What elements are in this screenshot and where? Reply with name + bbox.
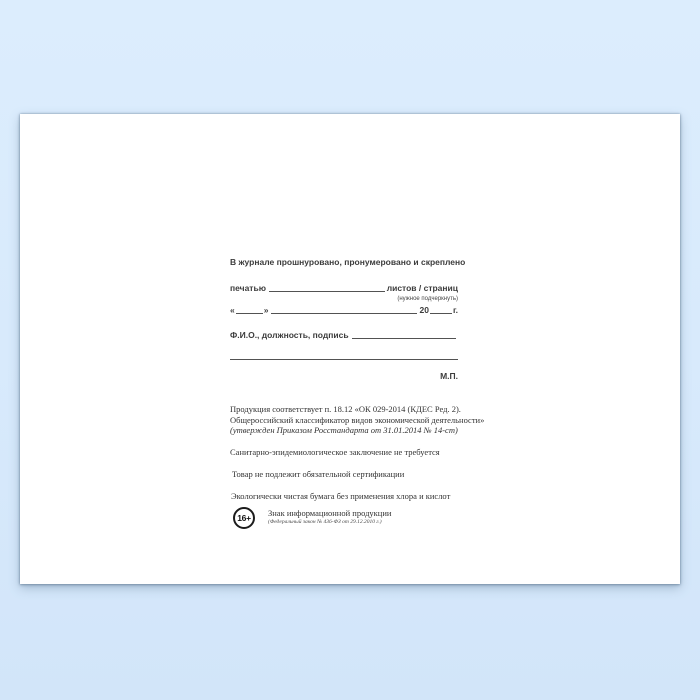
- document-content: [230, 257, 485, 548]
- date-open-quote: «: [230, 305, 235, 315]
- binding-statement: В журнале прошнуровано, пронумеровано и скреплено: [230, 257, 466, 267]
- year-prefix: 20: [419, 305, 429, 315]
- note-eco-paper: Экологически чистая бумага без применения хлора и кислот: [231, 491, 451, 501]
- info-product-mark-law: (Федеральный закон № 436-ФЗ от 29.12.2010 г.): [268, 519, 382, 526]
- compliance-line-3: (утвержден Приказом Росстандарта от 31.01.2014 № 14-ст): [230, 425, 458, 435]
- document-page: [20, 114, 680, 584]
- age-rating-row: [230, 507, 458, 529]
- info-product-mark-title: Знак информационной продукции: [268, 508, 392, 518]
- note-sanitary: Санитарно-эпидемиологическое заключение не требуется: [230, 447, 440, 457]
- compliance-line-1: Продукция соответствует п. 18.12 «ОК 029-2014 (КДЕС Ред. 2).: [230, 404, 461, 414]
- fio-label: Ф.И.О., должность, подпись: [230, 330, 349, 340]
- age-mark-text: [268, 507, 391, 525]
- underline-note: (нужное подчеркнуть): [397, 296, 458, 302]
- seal-label: печатью: [230, 283, 266, 293]
- year-suffix: г.: [452, 305, 458, 315]
- seal-blank-line: [269, 291, 385, 292]
- date-close-quote: »: [263, 305, 269, 315]
- age-rating-16plus-icon: 16+: [233, 507, 255, 529]
- sheets-pages-label: листов / страниц: [386, 283, 458, 293]
- year-blank-line: [430, 313, 452, 314]
- fio-blank-line: [352, 338, 456, 339]
- day-blank-line: [236, 313, 263, 314]
- month-blank-line: [271, 313, 417, 314]
- note-certification: Товар не подлежит обязательной сертификации: [232, 469, 405, 479]
- fio-row: [230, 331, 458, 340]
- compliance-line-2: Общероссийский классификатор видов экономической деятельности»: [230, 414, 485, 425]
- stamp-place-label: М.П.: [440, 371, 458, 381]
- compliance-paragraph: [230, 404, 485, 436]
- date-row: [230, 306, 458, 315]
- signature-blank-line: [230, 352, 458, 360]
- seal-row: [230, 284, 458, 293]
